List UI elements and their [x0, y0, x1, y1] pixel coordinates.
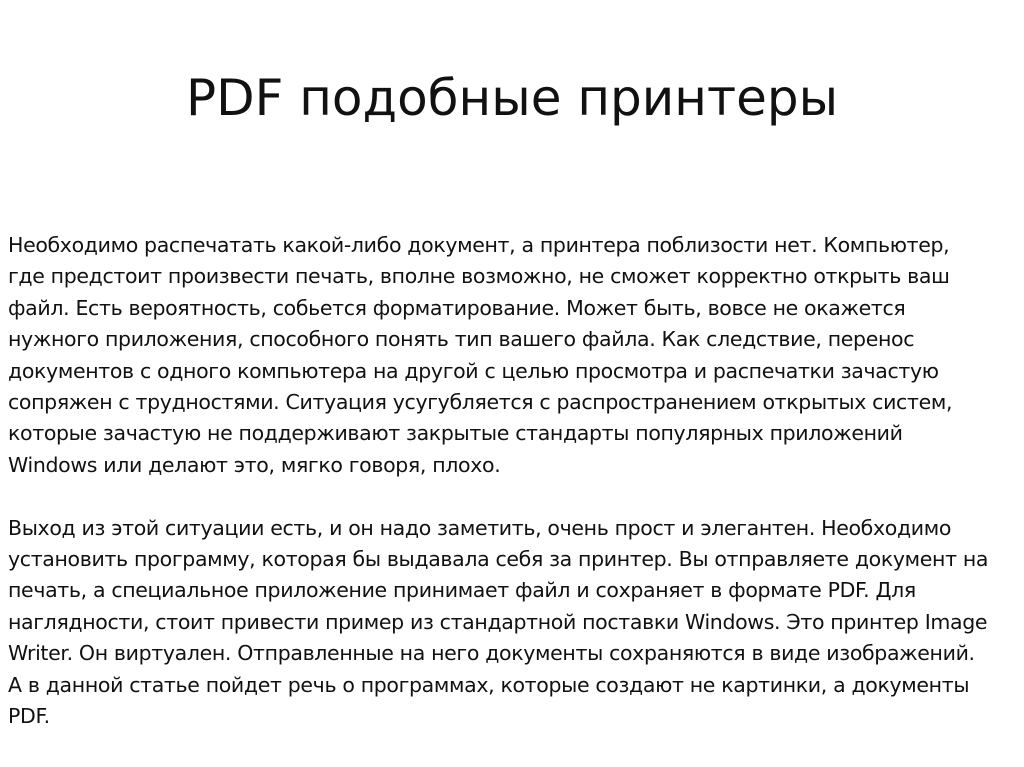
text-line: файл. Есть вероятность, собьется форматирование. Может быть, вовсе не окажется: [8, 295, 906, 320]
text-line: PDF.: [8, 704, 50, 729]
slide-body: [8, 230, 1018, 732]
paragraph-1: [8, 230, 1018, 481]
slide-title: PDF подобные принтеры: [185, 69, 839, 127]
text-line: Выход из этой ситуации есть, и он надо заметить, очень прост и элегантен. Необходимо: [8, 515, 952, 540]
text-line: Writer. Он виртуален. Отправленные на него документы сохраняются в виде изображений.: [8, 641, 975, 666]
text-line: Необходимо распечатать какой-либо документ, а принтера поблизости нет. Компьютер,: [8, 233, 950, 257]
text-line: наглядности, стоит привести пример из стандартной поставки Windows. Это принтер Image: [8, 609, 988, 634]
text-line: сопряжен с трудностями. Ситуация усугубляется с распространением открытых систем,: [8, 390, 953, 415]
text-line: нужного приложения, способного понять тип вашего файла. Как следствие, перенос: [8, 327, 915, 352]
text-line: печать, а специальное приложение принимает файл и сохраняет в формате PDF. Для: [8, 578, 916, 603]
text-line: А в данной статье пойдет речь о программах, которые создают не картинки, а документы: [8, 672, 970, 697]
text-line: Windows или делают это, мягко говоря, плохо.: [8, 452, 501, 477]
text-line: установить программу, которая бы выдавала себя за принтер. Вы отправляете документ на: [8, 547, 989, 572]
text-line: которые зачастую не поддерживают закрытые стандарты популярных приложений: [8, 421, 903, 446]
text-line: документов с одного компьютера на другой с целью просмотра и распечатки зачастую: [8, 358, 939, 383]
text-line: где предстоит произвести печать, вполне возможно, не сможет корректно открыть ваш: [8, 264, 950, 289]
paragraph-2: [8, 513, 1018, 733]
